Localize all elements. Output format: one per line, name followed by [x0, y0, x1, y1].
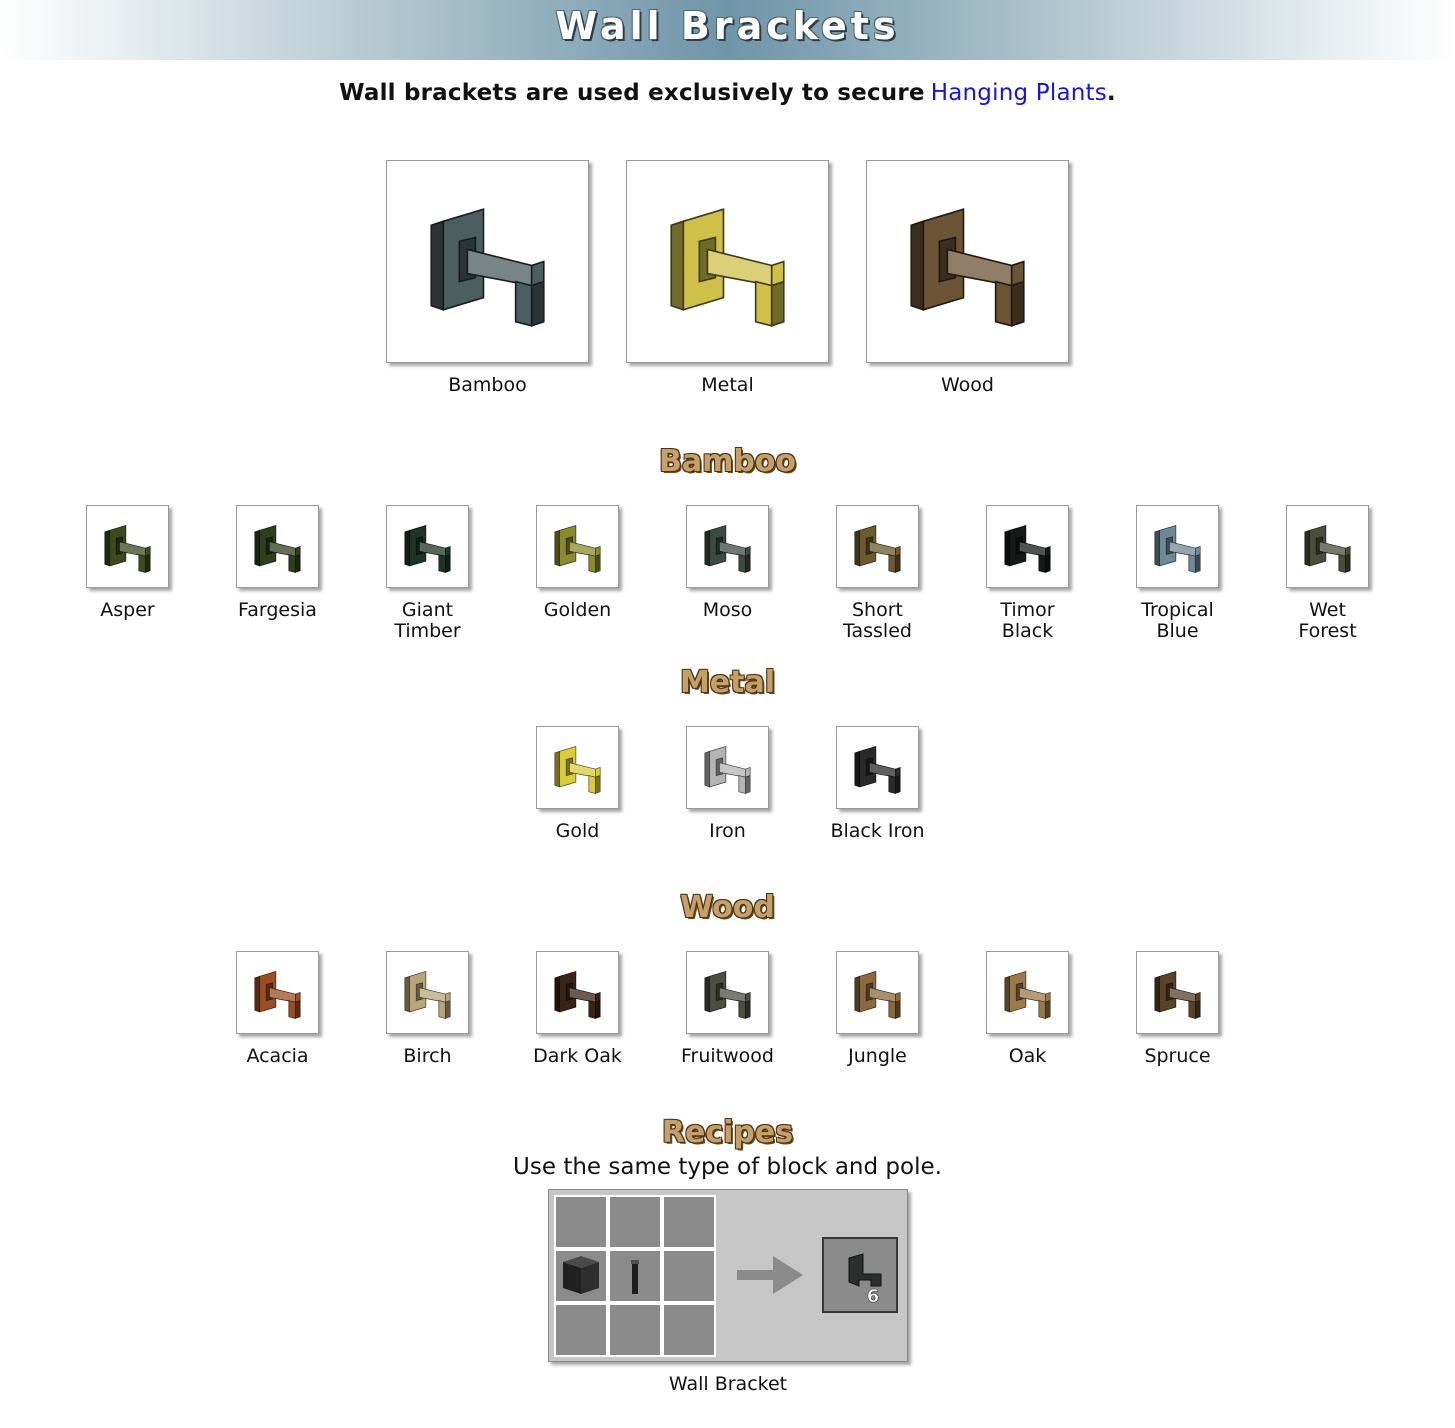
caption-line-1: Golden [543, 599, 612, 621]
wood-oak-bracket-icon [987, 952, 1068, 1033]
caption-line-1: Fruitwood [681, 1045, 774, 1067]
caption-line-1: Gold [555, 820, 600, 842]
metal-caption [656, 821, 799, 842]
overview-tile-bamboo [386, 160, 589, 363]
metal-tile-gold [536, 726, 619, 809]
recipe-caption: Wall Bracket [668, 1373, 788, 1395]
bamboo-caption [506, 600, 649, 621]
wood-dark-oak-bracket-icon [537, 952, 618, 1033]
overview-caption: Metal [701, 374, 754, 396]
bamboo-bracket-icon [387, 161, 588, 362]
metal-tile-black-iron [836, 726, 919, 809]
caption-line-1: Moso [702, 599, 753, 621]
caption-line-1: Giant [401, 599, 454, 621]
bamboo-tropical-blue-bracket-icon [1137, 506, 1218, 587]
overview-caption: Bamboo [448, 374, 527, 396]
bamboo-fargesia-bracket-icon [237, 506, 318, 587]
bamboo-tile-asper [86, 505, 169, 588]
bamboo-caption [56, 600, 199, 621]
bamboo-wet-forest-bracket-icon [1287, 506, 1368, 587]
arrow-icon [737, 1256, 803, 1294]
metal-caption [506, 821, 649, 842]
block-icon [563, 1256, 599, 1294]
bamboo-caption [956, 600, 1099, 642]
caption-line-2: Tassled [843, 620, 912, 642]
intro-period: . [1106, 80, 1116, 106]
wood-caption [956, 1046, 1099, 1067]
caption-line-1: Dark Oak [533, 1045, 622, 1067]
hanging-plants-link[interactable]: Hanging Plants [930, 80, 1107, 106]
bamboo-tile-fargesia [236, 505, 319, 588]
bamboo-caption [806, 600, 949, 642]
output-slot [823, 1238, 897, 1312]
wood-tile-jungle [836, 951, 919, 1034]
metal-bracket-icon-svg [627, 161, 828, 362]
wood-tile-spruce [1136, 951, 1219, 1034]
bamboo-caption [206, 600, 349, 621]
wood-caption [1106, 1046, 1249, 1067]
caption-line-1: Timor [1000, 599, 1055, 621]
caption-line-1: Black Iron [830, 820, 925, 842]
metal-gold-bracket-icon [537, 727, 618, 808]
bamboo-section-title: Bamboo [658, 444, 797, 479]
bamboo-bracket-icon-svg [387, 161, 588, 362]
bamboo-tile-moso [686, 505, 769, 588]
output-count: 6 [866, 1286, 880, 1307]
crafting-recipe [548, 1189, 908, 1362]
recipe-note: Use the same type of block and pole. [513, 1154, 942, 1180]
wood-section-title: Wood [680, 890, 775, 925]
bamboo-caption [356, 600, 499, 642]
caption-line-2: Timber [394, 620, 461, 642]
caption-line-2: Black [1001, 620, 1054, 642]
caption-line-1: Asper [100, 599, 155, 621]
caption-line-1: Fargesia [238, 599, 317, 621]
wood-birch-bracket-icon [387, 952, 468, 1033]
metal-bracket-icon [627, 161, 828, 362]
intro-text [0, 80, 1455, 106]
bamboo-moso-bracket-icon [687, 506, 768, 587]
crafting-grid [549, 1190, 907, 1361]
bamboo-tile-giant-timber [386, 505, 469, 588]
bamboo-tile-tropical-blue [1136, 505, 1219, 588]
intro-sentence: Wall brackets are used exclusively to secure [339, 80, 925, 106]
caption-line-1: Wet [1309, 599, 1346, 621]
bamboo-tile-wet-forest [1286, 505, 1369, 588]
recipes-section-title: Recipes [661, 1115, 794, 1150]
bamboo-tile-short-tassled [836, 505, 919, 588]
wood-tile-birch [386, 951, 469, 1034]
wood-acacia-bracket-icon [237, 952, 318, 1033]
metal-section-title: Metal [679, 665, 776, 700]
metal-iron-bracket-icon [687, 727, 768, 808]
caption-line-1: Oak [1008, 1045, 1047, 1067]
caption-line-2: Blue [1156, 620, 1199, 642]
metal-caption [806, 821, 949, 842]
wood-tile-oak [986, 951, 1069, 1034]
wood-caption [806, 1046, 949, 1067]
caption-line-1: Short [852, 599, 903, 621]
bamboo-caption [1106, 600, 1249, 642]
caption-line-1: Tropical [1141, 599, 1214, 621]
bamboo-golden-bracket-icon [537, 506, 618, 587]
bamboo-short-tassled-bracket-icon [837, 506, 918, 587]
metal-tile-iron [686, 726, 769, 809]
bamboo-asper-bracket-icon [87, 506, 168, 587]
pole-icon [631, 1260, 639, 1294]
caption-line-2: Forest [1298, 620, 1357, 642]
bamboo-giant-timber-bracket-icon [387, 506, 468, 587]
caption-line-1: Jungle [848, 1045, 907, 1067]
bamboo-tile-timor-black [986, 505, 1069, 588]
page-title: Wall Brackets [555, 4, 900, 48]
wood-jungle-bracket-icon [837, 952, 918, 1033]
wood-tile-dark-oak [536, 951, 619, 1034]
caption-line-1: Acacia [246, 1045, 309, 1067]
wood-caption [506, 1046, 649, 1067]
wood-caption [206, 1046, 349, 1067]
caption-line-1: Birch [403, 1045, 452, 1067]
overview-tile-wood [866, 160, 1069, 363]
bamboo-timor-black-bracket-icon [987, 506, 1068, 587]
metal-black-iron-bracket-icon [837, 727, 918, 808]
wood-bracket-icon [867, 161, 1068, 362]
wood-caption [656, 1046, 799, 1067]
wood-caption [356, 1046, 499, 1067]
bamboo-caption [656, 600, 799, 621]
overview-tile-metal [626, 160, 829, 363]
wood-spruce-bracket-icon [1137, 952, 1218, 1033]
overview-caption: Wood [941, 374, 994, 396]
bamboo-tile-golden [536, 505, 619, 588]
caption-line-1: Iron [709, 820, 746, 842]
wood-tile-fruitwood [686, 951, 769, 1034]
wood-bracket-icon-svg [867, 161, 1068, 362]
caption-line-1: Spruce [1144, 1045, 1211, 1067]
bamboo-caption [1256, 600, 1399, 642]
wood-tile-acacia [236, 951, 319, 1034]
wood-fruitwood-bracket-icon [687, 952, 768, 1033]
